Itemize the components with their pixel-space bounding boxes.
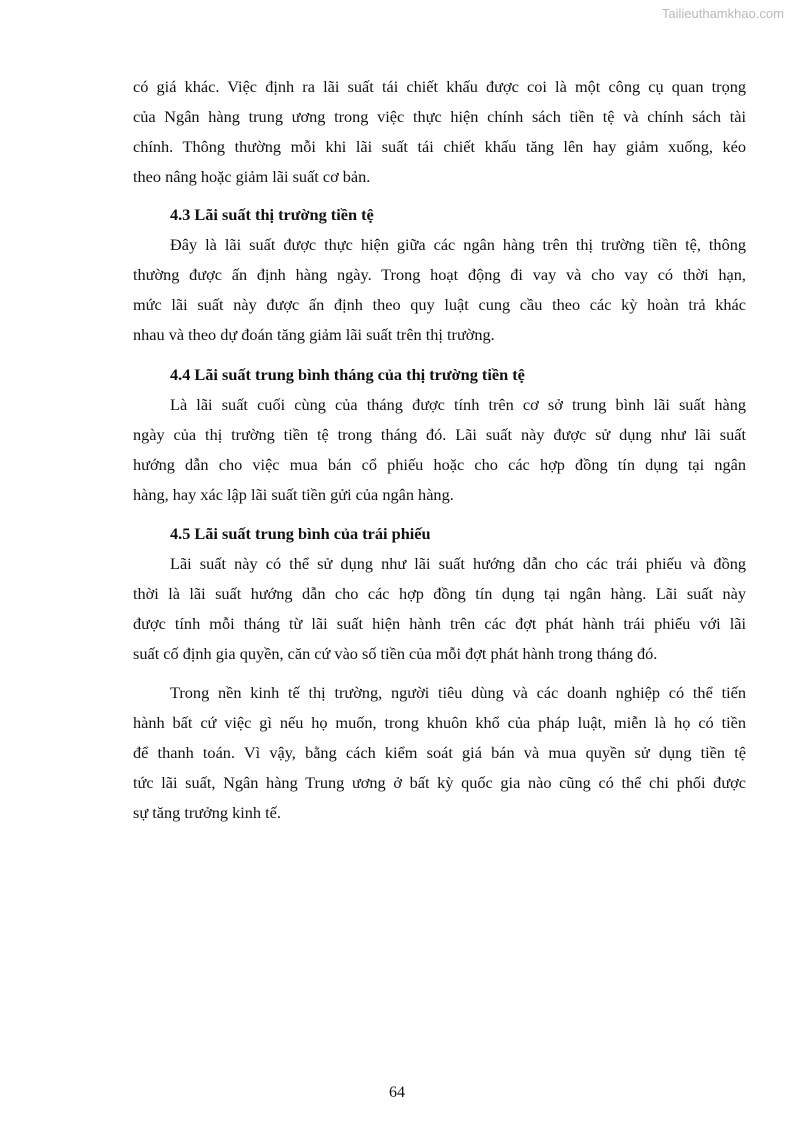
page-number: 64 — [389, 1084, 405, 1101]
text-line: Đây là lãi suất được thực hiện giữa các ngân hàng trên thị trường tiền tệ, thông — [170, 235, 746, 254]
watermark: Tailieuthamkhao.com — [661, 6, 784, 21]
text-line: theo nâng hoặc giảm lãi suất cơ bản. — [133, 167, 371, 186]
text-line: Lãi suất này có thể sử dụng như lãi suất hướng dẫn cho các trái phiếu và đồng — [170, 554, 746, 573]
text-line: hàng, hay xác lập lãi suất tiền gửi của ngân hàng. — [133, 485, 454, 504]
text-line: hành bất cứ việc gì nếu họ muốn, trong khuôn khổ của pháp luật, miễn là họ có tiền — [133, 713, 746, 732]
text-line: Là lãi suất cuối cùng của tháng được tính trên cơ sở trung bình lãi suất hàng — [170, 395, 746, 414]
text-line: nhau và theo dự đoán tăng giảm lãi suất trên thị trường. — [133, 325, 495, 344]
paragraph-intro — [133, 72, 746, 192]
text-line: mức lãi suất này được ấn định theo quy luật cung cầu theo các kỳ hoàn trả khác — [133, 295, 746, 314]
text-line: chính. Thông thường mỗi khi lãi suất tái chiết khấu tăng lên hay giảm xuống, kéo — [133, 137, 746, 156]
text-line: Trong nền kinh tế thị trường, người tiêu dùng và các doanh nghiệp có thể tiến — [170, 683, 746, 702]
text-line: tức lãi suất, Ngân hàng Trung ương ở bất kỳ quốc gia nào cũng có thể chi phối được — [133, 773, 746, 792]
text-line: hướng dẫn cho việc mua bán cổ phiếu hoặc cho các hợp đồng tín dụng tại ngân — [133, 455, 746, 474]
section-4-5 — [133, 519, 746, 669]
section-4-4 — [133, 360, 746, 510]
section-heading: 4.5 Lãi suất trung bình của trái phiếu — [170, 524, 431, 543]
text-line: suất cố định gia quyền, căn cứ vào số tiền của mỗi đợt phát hành trong tháng đó. — [133, 644, 658, 663]
text-line: thời là lãi suất hướng dẫn cho các hợp đồng tín dụng tại ngân hàng. Lãi suất này — [133, 584, 746, 603]
paragraph-conclusion — [133, 678, 746, 828]
text-line: ngày của thị trường tiền tệ trong tháng đó. Lãi suất này được sử dụng như lãi suất — [133, 425, 746, 444]
text-line: có giá khác. Việc định ra lãi suất tái chiết khấu được coi là một công cụ quan trọng — [133, 77, 746, 96]
text-line: thường được ấn định hàng ngày. Trong hoạt động đi vay và cho vay có thời hạn, — [133, 265, 746, 284]
text-line: để thanh toán. Vì vậy, bằng cách kiểm soát giá bán và mua quyền sử dụng tiền tệ — [133, 743, 746, 762]
text-line: được tính mỗi tháng từ lãi suất hiện hành trên các đợt phát hành trái phiếu với lãi — [133, 614, 746, 633]
text-line: sự tăng trưởng kinh tế. — [133, 803, 281, 822]
text-line: của Ngân hàng trung ương trong việc thực hiện chính sách tiền tệ và chính sách tài — [133, 107, 746, 126]
section-heading: 4.3 Lãi suất thị trường tiền tệ — [170, 205, 374, 224]
section-heading: 4.4 Lãi suất trung bình tháng của thị trường tiền tệ — [170, 365, 525, 384]
section-4-3 — [133, 200, 746, 350]
